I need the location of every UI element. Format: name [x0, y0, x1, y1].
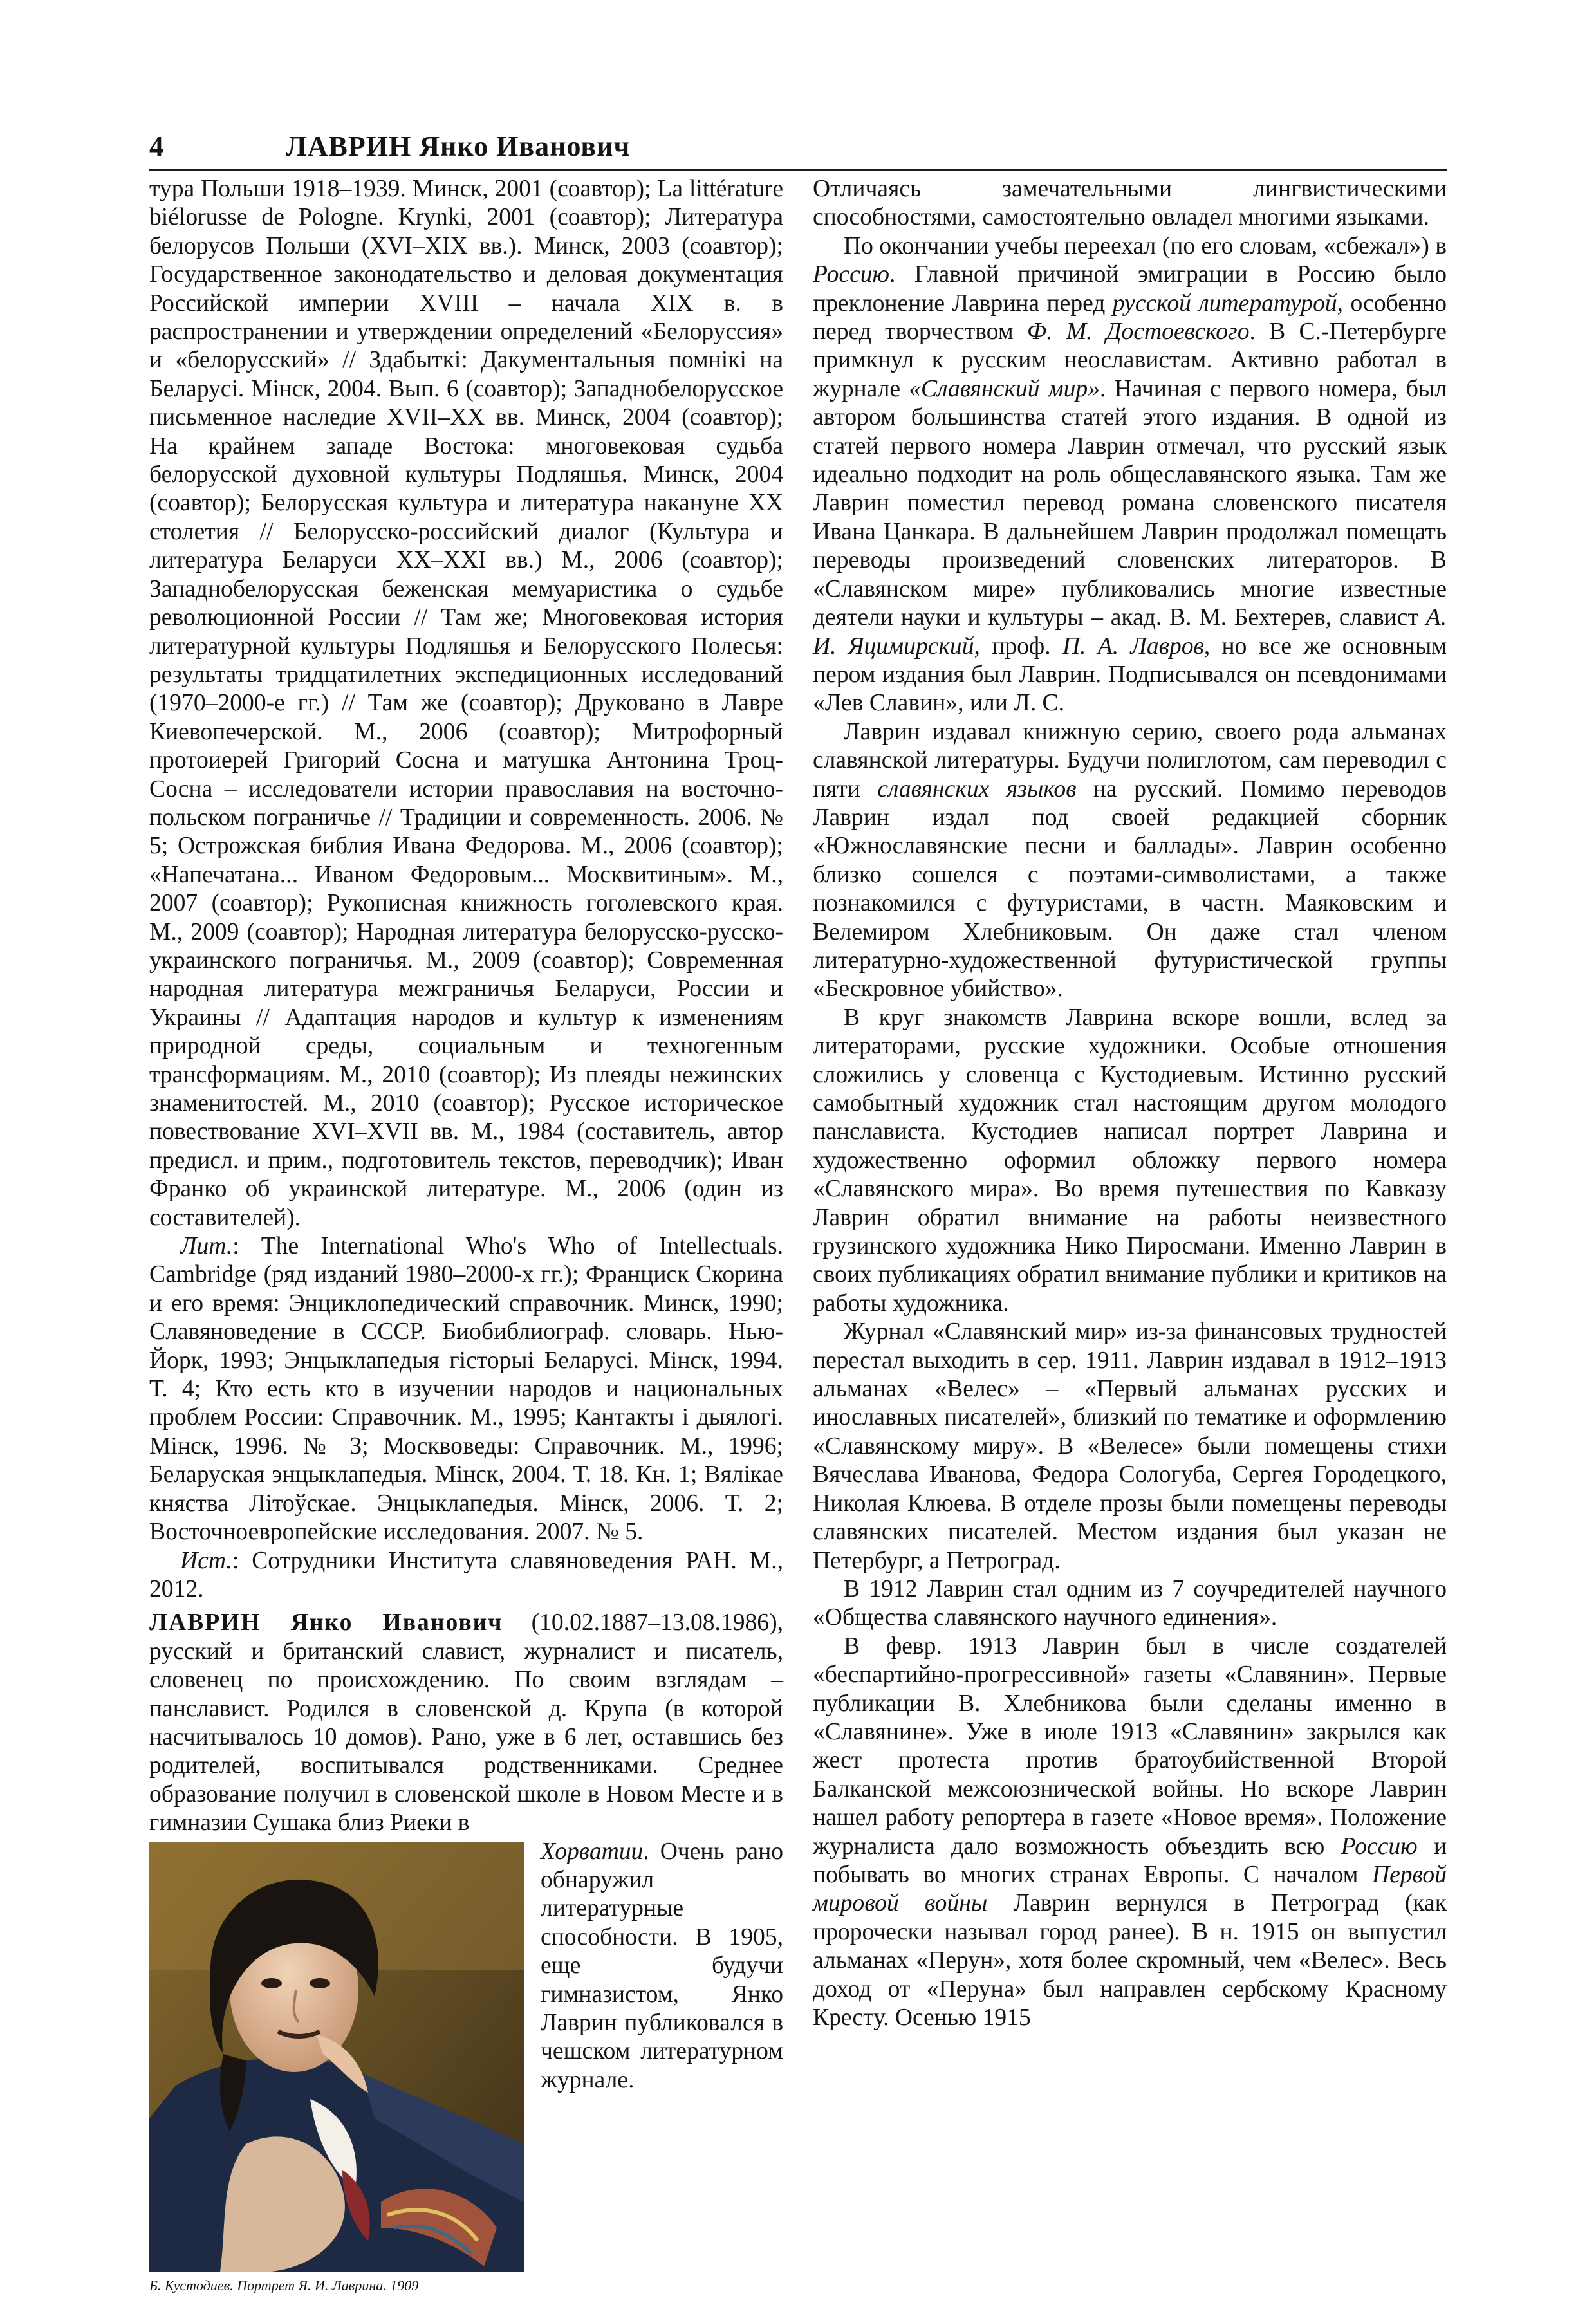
entry-dates: (10.02.1887–13.08.1986), — [503, 1609, 784, 1636]
text-run: Лаврин вернулся в Петроград (как пророчески называл город ранее). В н. 1915 он выпустил альманах «Перун», хотя более скромный, чем «Велес». Весь доход от «Перуна» был направлен сербскому Красному Кресту. Осенью 1915 — [813, 1890, 1447, 2031]
text-run: . Главной причиной эмиграции в Россию было преклонение Лаврина перед — [813, 261, 1447, 317]
text-run: , но все же основным пером издания был Лаврин. Подписывался он псевдонимами «Лев Славин», или Л. С. — [813, 633, 1447, 717]
link-slavic-languages: славянских языков — [877, 775, 1077, 802]
text-run: . Начиная с первого номера, был автором большинства статей этого издания. В одной из статей первого номера Лаврин отмечал, что русский язык идеально подходит на роль общеславянского языка. Там же Лаврин поместил перевод романа словенского писателя Ивана Цанкара. В дальнейшем Лаврин продолжал помещать переводы произведений словенских литераторов. В «Славянском мире» публиковались многие известные деятели науки и культуры – акад. В. М. Бехтерев, славист — [813, 375, 1447, 631]
text-run: , проф. — [974, 633, 1062, 660]
literature-paragraph — [149, 1232, 783, 1546]
sources-paragraph — [149, 1547, 783, 1604]
text-run: на русский. Помимо переводов Лаврин издал под своей редакцией сборник «Южнославянские песни и баллады». Лаврин особенно близко сошелся с поэтами-символистами, а также познакомился с футуристами, в частн. Маяковским и Велемиром Хлебниковым. Он даже стал членом литературно-художественной футуристической группы «Бескровное убийство». — [813, 775, 1447, 1003]
paragraph-veles: Журнал «Славянский мир» из-за финансовых трудностей перестал выходить в сер. 1911. Лаврин издавал в 1912–1913 альманах «Велес» – «Первый альманах русских и инославных писателей», близкий по тематике и оформлению «Славянскому миру». В «Велесе» были помещены стихи Вячеслава Иванова, Федора Сологуба, Сергея Городецкого, Николая Клюева. В отделе прозы были помещены переводы славянских писателей. Местом издания был указан не Петербург, а Петроград. — [813, 1319, 1447, 1574]
running-head: ЛАВРИН Янко Иванович — [286, 131, 631, 162]
link-world-war-one: Первой мировой войны — [813, 1861, 1447, 1917]
works-list-continued: тура Польши 1918–1939. Минск, 2001 (соавтор); La littérature biélorusse de Pologne. Krynki, 2001 (соавтор); Литература белорусов Польши (XVI–XIX вв.). Минск, 2003 (соавтор); Государственное законодательство и деловая документация Российской империи XVIII – начала XIX в. в распространении и утверждении определений «Белоруссия» и «белорусский» // Здабыткі: Дакументальныя помнікі на Беларусі. Мінск, 2004. Вып. 6 (соавтор); Западнобелорусское письменное наследие XVII–XX вв. Минск, 2004 (соавтор); На крайнем западе Востока: многовековая судьба белорусской духовной культуры Подляшья. Минск, 2004 (соавтор); Белорусская культура и литература накануне XX столетия // Белорусско-российский диалог (Культура и литература Беларуси XX–XXI вв.) М., 2006 (соавтор); Западнобелорусская беженская мемуаристика о судьбе революционной России // Там же; Многовековая история литературной культуры Подляшья и Белорусского Полесья: результаты тридцатилетних экспедиционных исследований (1970–2000-е гг.) // Там же (соавтор); Друковано в Лавре Киевопечерской. М., 2006 (соавтор); Митрофорный протоиерей Григорий Сосна и матушка Антонина Троц-Сосна – исследователи истории православия на восточно-польском пограничье // Традиции и современность. 2006. № 5; Острожская библия Ивана Федорова. М., 2006 (соавтор); «Напечатана... Иваном Федоровым... Москвитиным». М., 2007 (соавтор); Рукописная книжность гоголевского края. М., 2009 (соавтор); Народная литература белорусско-русско-украинского пограничья. М., 2009 (соавтор); Современная народная литература межграничья Беларуси, России и Украины // Адаптация народов и культур к изменениям природной среды, социальным и техногенным трансформациям. М., 2010 (соавтор); Из плеяды нежинских знаменитостей. М., 2010 (соавтор); Русское историческое повествование XVI–XVII вв. М., 1984 (составитель, автор предисл. и прим., подготовитель текстов, переводчик); Иван Франко об украинской литературе. М., 2006 (один из составителей). — [149, 176, 783, 1231]
page-header — [149, 129, 1447, 171]
text-run: Лаврин издавал книжную серию, своего рода альманах славянской литературы. Будучи полиглотом, сам переводил с пяти — [813, 718, 1447, 802]
portrait-figure — [149, 1842, 524, 2305]
paragraph-artists: В круг знакомств Лаврина вскоре вошли, вслед за литераторами, русские художники. Особые отношения сложились у словенца с Кустодиевым. Истинно русский самобытный художник стал настоящим другом молодого панслависта. Кустодиев написал портрет Лаврина и художественно оформил обложку первого номера «Славянского мира». Во время путешествия по Кавказу Лаврин обратил внимание на работы неизвестного грузинского художника Нико Пиросмани. Именно Лаврин в своих публикациях обратил внимание публики и критиков на работы художника. — [813, 1004, 1447, 1317]
page-number: 4 — [149, 131, 163, 162]
link-russia: Россию — [1341, 1833, 1418, 1860]
paragraph-slavyanin — [813, 1633, 1447, 2033]
paragraph-society: В 1912 Лаврин стал одним из 7 соучредителей научного «Общества славянского научного единения». — [813, 1575, 1447, 1631]
text-run: , особенно перед творчеством — [813, 290, 1447, 346]
country-croatia: Хорватии — [541, 1838, 644, 1865]
left-column — [149, 175, 784, 2293]
link-yatsimirsky: А. И. Яцимирский — [813, 604, 1447, 660]
link-russian-literature: русской литературой — [1112, 290, 1337, 317]
bio-text-intro: русский и британский славист, журналист и писатель, словенец по происхождению. По своим взглядам – панславист. Родился в словенской д. Крупа (в которой насчитывалось 10 домов). Рано, уже в 6 лет, оставшись без родителей, воспитывался родственниками. Среднее образование получил в словенской школе в Новом Месте и в гимназии Сушака близ Риеки в — [149, 1638, 783, 1837]
bio-text-end: . Очень рано обнаружил литературные способности. В 1905, еще будучи гимназистом, Янко Лаврин публиковался в чешском литературном журнале. — [541, 1838, 783, 2093]
text-run: . В С.-Петербурге примкнул к русским неославистам. Активно работал в журнале — [813, 319, 1447, 402]
paragraph-languages: Отличаясь замечательными лингвистическими способностями, самостоятельно овладел многими языками. — [813, 176, 1447, 231]
portrait-caption: Б. Кустодиев. Портрет Я. И. Лаврина. 1909 — [149, 2277, 419, 2293]
link-russia: Россию — [813, 261, 890, 288]
link-slavic-world: «Славянский мир» — [909, 375, 1100, 402]
text-run: и побывать во многих странах Европы. С началом — [813, 1833, 1447, 1888]
paragraph-almanac — [813, 718, 1447, 1004]
entry-intro — [149, 1609, 783, 1837]
text-run: По окончании учебы переехал (по его словам, «сбежал») в — [844, 232, 1447, 259]
paragraph-russia — [813, 232, 1447, 718]
sources-text: : Сотрудники Института славяноведения РАН. М., 2012. — [149, 1547, 783, 1602]
portrait-painting — [149, 1842, 524, 2272]
literature-label: Лит. — [180, 1233, 233, 1260]
sources-label: Ист. — [180, 1547, 232, 1574]
link-dostoevsky: Ф. М. Достоевского — [1026, 319, 1250, 346]
entry-headword: ЛАВРИН Янко Иванович — [149, 1609, 503, 1636]
right-column — [813, 175, 1447, 2151]
link-lavrov: П. А. Лавров — [1062, 633, 1204, 660]
text-run: В февр. 1913 Лаврин был в числе создателей «беспартийно-прогрессивной» газеты «Славянин». Первые публикации В. Хлебникова были сделаны именно в «Славянине». Уже в июле 1913 «Славянин» закрылся как жест протеста против братоубийственной Второй Балканской межсоюзнической войны. Но вскоре Лаврин нашел работу репортера в газете «Новое время». Положение журналиста дало возможность объездить всю — [813, 1633, 1447, 1860]
literature-text: : The International Who's Who of Intellectuals. Cambridge (ряд изданий 1980–2000-х гг.); Франциск Скорина и его время: Энциклопедический справочник. Минск, 1990; Славяноведение в СССР. Биобиблиограф. словарь. Нью-Йорк, 1993; Энцыклапедыя гісторыі Беларусі. Мінск, 1994. Т. 4; Кто есть кто в изучении народов и национальных проблем России: Справочник. М., 1995; Кантакты і дыялогі. Мінск, 1996. № 3; Москвоведы: Справочник. М., 1996; Беларуская энцыклапедыя. Мінск, 2004. Т. 18. Кн. 1; Вялікае княства Літоўскае. Энцыклапедыя. Мінск, 2006. Т. 2; Восточноевропейские исследования. 2007. № 5. — [149, 1233, 783, 1546]
